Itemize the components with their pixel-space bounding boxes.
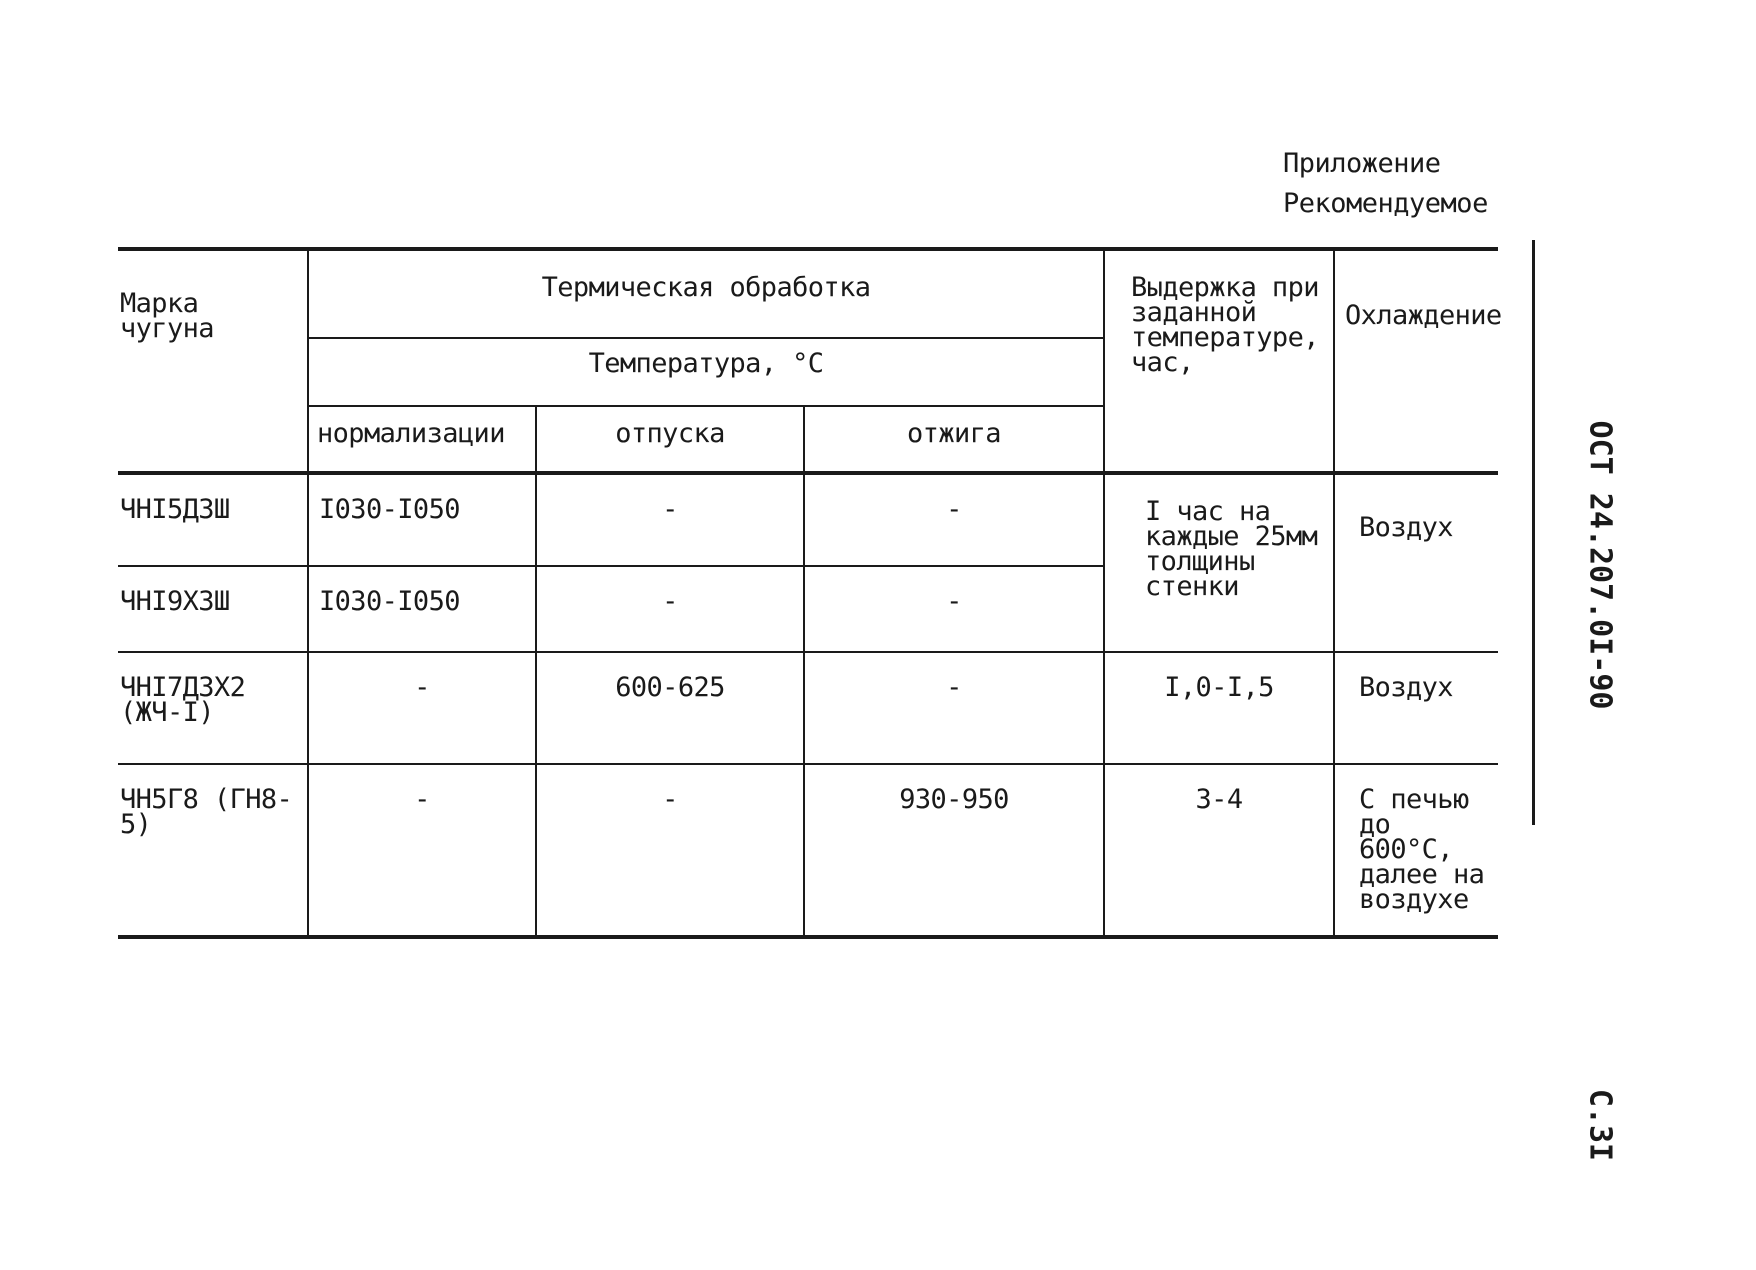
margin-rule: [1532, 240, 1535, 825]
header-tempering: отпуска: [536, 406, 804, 473]
row-2-tempering: -: [536, 566, 804, 652]
row-3-annealing: -: [804, 652, 1104, 764]
page-number: С.3I: [1582, 1088, 1618, 1162]
row-1-2-holding: I час на каждые 25мм толщины стенки: [1104, 473, 1334, 652]
header-temperature: Температура, °C: [308, 338, 1104, 406]
row-2-annealing: -: [804, 566, 1104, 652]
row-1-tempering: -: [536, 473, 804, 566]
row-4-holding: 3-4: [1104, 764, 1334, 937]
row-1-grade: ЧНI5Д3Ш: [120, 494, 230, 525]
row-4-tempering: -: [536, 764, 804, 937]
appendix-label: Приложение: [1283, 148, 1441, 179]
header-annealing: отжига: [804, 406, 1104, 473]
row-2-normalization: I030-I050: [308, 566, 536, 652]
row-4-cooling: С печью до 600°С, далее на воздухе: [1334, 764, 1498, 937]
row-1-annealing: -: [804, 473, 1104, 566]
header-normalization: нормализации: [308, 406, 536, 473]
row-3-cooling: Воздух: [1334, 652, 1498, 764]
row-2-grade: ЧНI9Х3Ш: [118, 566, 308, 652]
row-3-holding: I,0-I,5: [1104, 652, 1334, 764]
row-3-grade: ЧНI7Д3Х2 (ЖЧ-I): [118, 652, 308, 764]
header-cooling: Охлаждение: [1334, 249, 1498, 473]
row-3-normalization: -: [308, 652, 536, 764]
header-grade: Марка чугуна: [118, 249, 308, 473]
row-4-normalization: -: [308, 764, 536, 937]
appendix-status: Рекомендуемое: [1283, 188, 1488, 219]
standard-code: ОСТ 24.207.0I-90: [1582, 420, 1618, 710]
row-1-normalization: I030-I050: [308, 473, 536, 566]
row-4-annealing: 930-950: [804, 764, 1104, 937]
appendix-note: [1283, 144, 1488, 224]
heat-treatment-table: [118, 247, 1502, 939]
header-thermal: Термическая обработка: [308, 249, 1104, 338]
row-1-2-cooling: Воздух: [1334, 473, 1498, 652]
row-3-tempering: 600-625: [536, 652, 804, 764]
header-holding: Выдержка при заданной температуре, час,: [1104, 249, 1334, 473]
row-4-grade: ЧН5Г8 (ГН8-5): [118, 764, 308, 937]
